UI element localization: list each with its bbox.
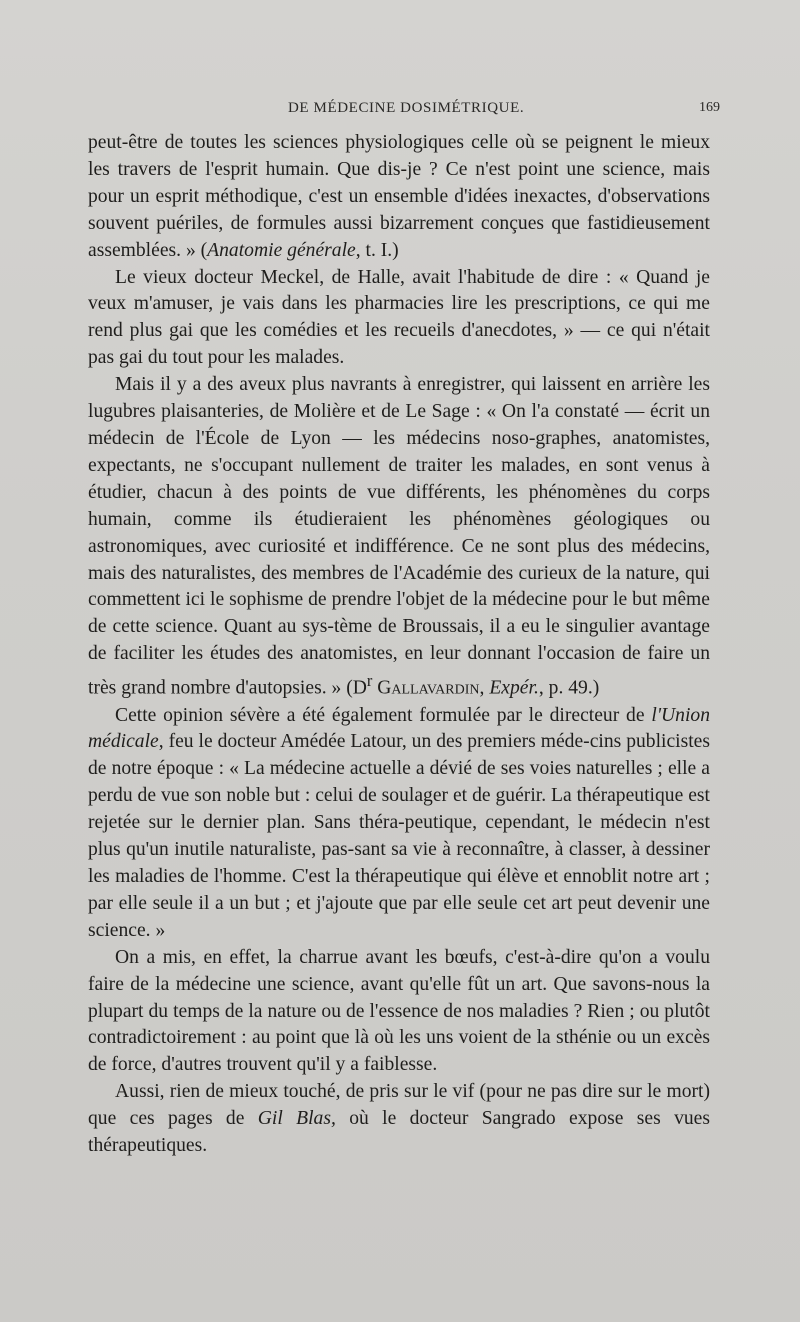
paragraph-6-end: où le docteur Sangrado expose ses vues thérapeutiques.	[88, 1108, 710, 1157]
paragraph-3-end: , p. 49.)	[538, 677, 600, 699]
paragraph-4	[88, 703, 710, 945]
paragraph-6-text: Aussi, rien de mieux touché, de pris sur le vif (pour ne pas dire sur le mort) que ces pages de	[88, 1081, 710, 1130]
paragraph-3-sep: ,	[479, 677, 490, 699]
journal-union-medicale: l'Union médicale	[88, 704, 710, 753]
book-gil-blas: Gil Blas,	[257, 1108, 336, 1130]
paragraph-4-text: Cette opinion sévère a été également formulée par le directeur de	[115, 704, 652, 726]
paragraph-1	[88, 130, 710, 265]
paragraph-1-end: , t. I.)	[355, 239, 399, 261]
page-header	[60, 100, 720, 126]
running-title: DE MÉDECINE DOSIMÉTRIQUE.	[288, 100, 525, 116]
paragraph-3	[88, 372, 710, 702]
paragraph-4-rest: , feu le docteur Amédée Latour, un des premiers méde-cins publicistes de notre époque : « La médecine actuelle a dévié de ses voies naturelles ; elle a perdu de vue son noble but : celui de soulager et de guérir. La thérapeutique est rejetée sur le dernier plan. Sans théra-peutique, cependant, le médecin n'est plus qu'un inutile naturaliste, pas-sant sa vie à reconnaître, à classer, à dessiner les maladies de l'homme. C'est la thérapeutique qui élève et ennoblit notre art ; par elle seule il a un but ; et j'ajoute que par elle seule cet art peut devenir une science. »	[88, 731, 710, 941]
paragraph-5: On a mis, en effet, la charrue avant les bœufs, c'est-à-dire qu'on a voulu faire de la médecine une science, avant qu'elle fût un art. Que savons-nous la plupart du temps de la nature ou de l'essence de nos maladies ? Rien ; ou plutôt contradictoirement : au point que là où les uns voient de la sthénie ou un excès de force, d'autres trouvent qu'il y a faiblesse.	[88, 946, 710, 1076]
paragraph-1-text: peut-être de toutes les sciences physiologiques celle où se peignent le mieux les travers de l'esprit humain. Que dis-je ? Ce n'est point une science, mais pour un esprit méthodique, c'est un ensemble d'idées inexactes, d'observations souvent puériles, de formules aussi bizarrement conçues que fastidieusement assemblées. » (	[88, 132, 710, 261]
paragraph-2: Le vieux docteur Meckel, de Halle, avait l'habitude de dire : « Quand je veux m'amuser, je vais dans les pharmacies lire les prescriptions, ce qui me rend plus gai que les comédies et les recueils d'anecdotes, » — ce qui n'était pas gai du tout pour les malades.	[88, 266, 710, 369]
cited-work-exper: Expér.	[489, 677, 539, 699]
cited-work-anatomie: Anatomie générale	[207, 239, 356, 261]
body-text	[88, 130, 710, 1160]
paragraph-3-text: Mais il y a des aveux plus navrants à enregistrer, qui laissent en arrière les lugubres plaisanteries, de Molière et de Le Sage : « On l'a constaté — écrit un médecin de l'École de Lyon — les médecins noso-graphes, anatomistes, expectants, ne s'occupant nullement de traiter les malades, en sont venus à étudier, chacun à des points de vue différents, les phénomènes du corps humain, comme ils étudieraient les phénomènes géologiques ou astronomiques, avec curiosité et indifférence. Ce ne sont plus des médecins, mais des naturalistes, des membres de l'Académie des curieux de la nature, qui commettent ici le sophisme de prendre l'objet de la médecine pour le but même de cette science. Quant au sys-tème de Broussais, il a eu le singulier avantage de faciliter les études des anatomistes, en leur donnant l'occasion de faire un très grand nombre d'autopsies. » (D	[88, 374, 710, 699]
doctor-abbrev-sup: r	[366, 671, 373, 691]
author-gallavardin: Gallavardin	[372, 677, 480, 699]
page-number: 169	[699, 100, 720, 115]
paragraph-6	[88, 1079, 710, 1160]
